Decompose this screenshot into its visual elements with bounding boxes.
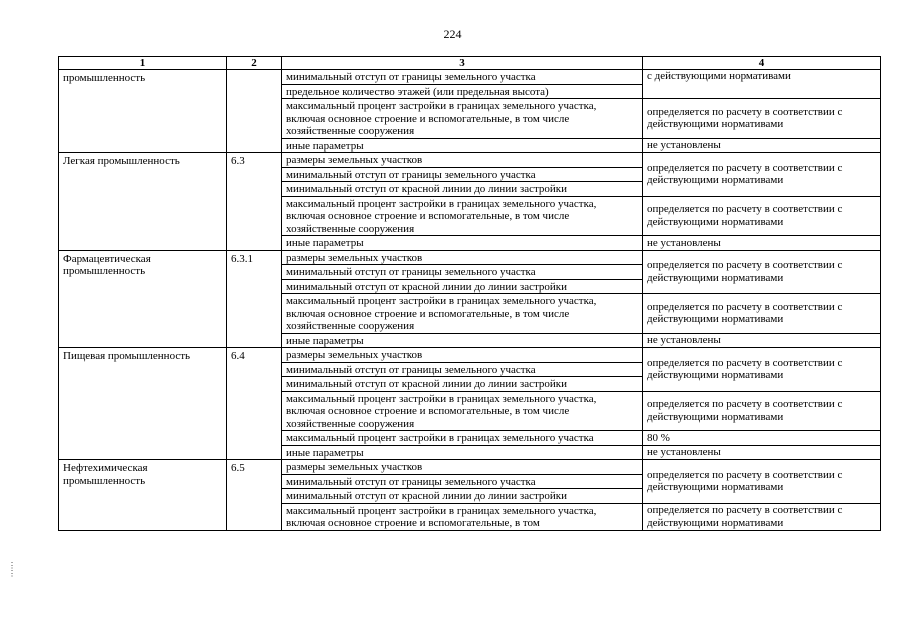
land-use-name: промышленность [59,70,227,153]
parameter-cell: минимальный отступ от красной линии до линии застройки [282,489,643,504]
parameter-cell: иные параметры [282,445,643,460]
parameter-cell: максимальный процент застройки в границах земельного участка, включая основное строение и вспомогательные, в том числе хозяйственные сооружения [282,99,643,139]
value-cell: не установлены [643,445,881,460]
parameter-cell: максимальный процент застройки в границах земельного участка [282,431,643,446]
parameter-cell: минимальный отступ от границы земельного участка [282,167,643,182]
header-col-3: 3 [282,57,643,70]
table-header [59,57,881,70]
table-row [59,70,881,85]
parameter-cell: минимальный отступ от границы земельного участка [282,70,643,85]
value-cell: определяется по расчету в соответствии с действующими нормативами [643,99,881,139]
parameter-cell: предельное количество этажей (или предельная высота) [282,84,643,99]
header-row [59,57,881,70]
parameter-cell: минимальный отступ от границы земельного участка [282,474,643,489]
header-col-4: 4 [643,57,881,70]
header-col-1: 1 [59,57,227,70]
parameter-cell: размеры земельных участков [282,460,643,475]
header-col-2: 2 [227,57,282,70]
value-cell: определяется по расчету в соответствии с действующими нормативами [643,503,881,530]
parameter-cell: максимальный процент застройки в границах земельного участка, включая основное строение и вспомогательные, в том числе хозяйственные сооружения [282,391,643,431]
land-use-code: 6.4 [227,348,282,460]
land-use-name: Фармацевтическая промышленность [59,250,227,348]
land-use-code [227,70,282,153]
parameter-cell: максимальный процент застройки в границах земельного участка, включая основное строение и вспомогательные, в том числе хозяйственные сооружения [282,294,643,334]
value-cell: не установлены [643,236,881,251]
parameter-cell: иные параметры [282,236,643,251]
land-use-code: 6.3.1 [227,250,282,348]
parameter-cell: максимальный процент застройки в границах земельного участка, включая основное строение и вспомогательные, в том числе хозяйственные сооружения [282,196,643,236]
value-cell: с действующими нормативами [643,70,881,99]
value-cell: определяется по расчету в соответствии с действующими нормативами [643,391,881,431]
value-cell: определяется по расчету в соответствии с действующими нормативами [643,250,881,294]
margin-binding-mark: ⋮ ⋮ [8,561,16,578]
page-number: 224 [443,27,462,41]
zoning-parameters-table [58,56,881,531]
value-cell: определяется по расчету в соответствии с действующими нормативами [643,460,881,504]
parameter-cell: минимальный отступ от границы земельного участка [282,265,643,280]
parameter-cell: размеры земельных участков [282,250,643,265]
table-row [59,153,881,168]
value-cell: определяется по расчету в соответствии с действующими нормативами [643,294,881,334]
table-row [59,460,881,475]
table-row [59,348,881,363]
parameter-cell: минимальный отступ от границы земельного участка [282,362,643,377]
value-cell: не установлены [643,333,881,348]
land-use-name: Нефтехимическая промышленность [59,460,227,531]
parameter-cell: максимальный процент застройки в границах земельного участка, включая основное строение и вспомогательные, в том [282,503,643,530]
parameter-cell: минимальный отступ от красной линии до линии застройки [282,279,643,294]
land-use-code: 6.3 [227,153,282,251]
land-use-code: 6.5 [227,460,282,531]
value-cell: не установлены [643,138,881,153]
value-cell: 80 % [643,431,881,446]
value-cell: определяется по расчету в соответствии с действующими нормативами [643,153,881,197]
parameter-cell: размеры земельных участков [282,153,643,168]
land-use-name: Пищевая промышленность [59,348,227,460]
value-cell: определяется по расчету в соответствии с действующими нормативами [643,196,881,236]
land-use-name: Легкая промышленность [59,153,227,251]
table-body [59,70,881,531]
parameter-cell: иные параметры [282,138,643,153]
parameter-cell: минимальный отступ от красной линии до линии застройки [282,182,643,197]
parameter-cell: иные параметры [282,333,643,348]
table-row [59,250,881,265]
value-cell: определяется по расчету в соответствии с действующими нормативами [643,348,881,392]
parameter-cell: минимальный отступ от красной линии до линии застройки [282,377,643,392]
parameter-cell: размеры земельных участков [282,348,643,363]
